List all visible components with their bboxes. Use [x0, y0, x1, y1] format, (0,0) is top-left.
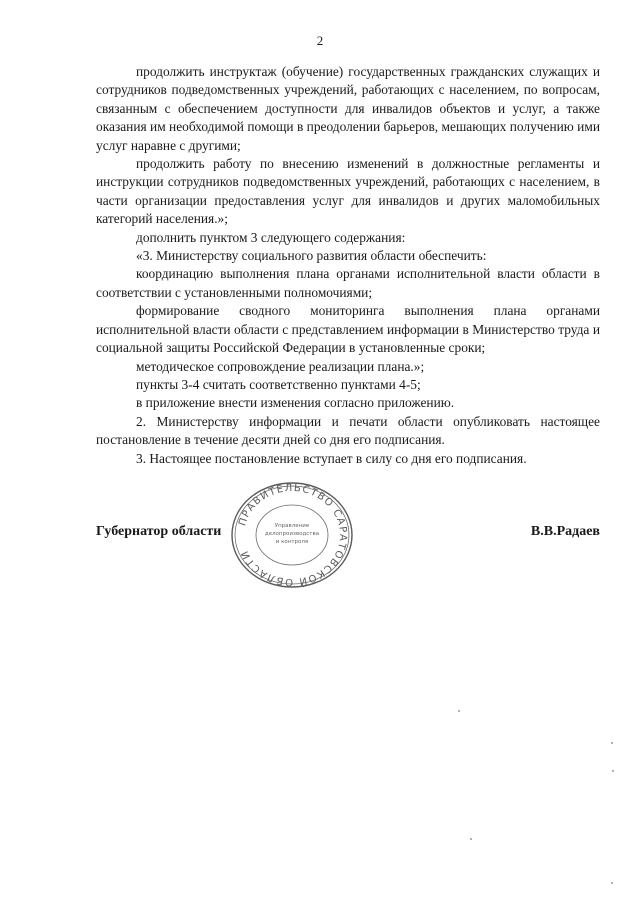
- seal-center-line-2: делопроизводства: [264, 531, 320, 537]
- scan-speck: [470, 838, 472, 840]
- paragraph-appendix: в приложение внести изменения согласно приложению.: [136, 395, 455, 411]
- paragraph-coordination: координацию выполнения плана органами исполнительной власти области в соответствии с установленными полномочиями;: [96, 266, 600, 300]
- paragraph-renumber: пункты 3-4 считать соответственно пунктами 4-5;: [136, 376, 421, 392]
- paragraph-regulations: продолжить работу по внесению изменений в должностные регламенты и инструкции сотрудников подведомственных учреждений, работающих с населением, в части организации предоставления услуг для инвалидов и других маломобильных категорий населения.»;: [96, 156, 600, 227]
- document-body: [96, 63, 600, 468]
- scan-speck: [611, 882, 613, 884]
- seal-ring-text: ПРАВИТЕЛЬСТВО САРАТОВСКОЙ ОБЛАСТИ: [237, 482, 349, 588]
- paragraph-effective: 3. Настоящее постановление вступает в силу со дня его подписания.: [136, 450, 527, 466]
- scan-speck: [612, 770, 614, 772]
- paragraph-training: продолжить инструктаж (обучение) государственных гражданских служащих и сотрудников подведомственных учреждений, работающих с населением, по вопросам, связанным с обеспечением доступности для инвалидов объектов и услуг, а также оказания им необходимой помощи в преодолении барьеров, мешающих получению ими услуг наравне с другими;: [96, 64, 600, 153]
- paragraph-monitoring: формирование сводного мониторинга выполнения плана органами исполнительной власти области с представлением информации в Министерство труда и социальной защиты Российской Федерации в установленные сроки;: [96, 303, 600, 356]
- official-seal: [222, 480, 362, 590]
- seal-center-line-1: Управление: [274, 523, 310, 529]
- paragraph-methodical: методическое сопровождение реализации плана.»;: [136, 358, 425, 374]
- paragraph-ministry-social: «3. Министерству социального развития области обеспечить:: [136, 248, 487, 264]
- paragraph-add-item-3: дополнить пунктом 3 следующего содержания:: [136, 229, 406, 245]
- page-number: 2: [316, 33, 324, 48]
- paragraph-publish: 2. Министерству информации и печати области опубликовать настоящее постановление в течение десяти дней со дня его подписания.: [96, 413, 600, 448]
- signatory-title: Губернатор области: [96, 524, 222, 539]
- scan-speck: [611, 742, 613, 744]
- signatory-name: В.В.Радаев: [530, 524, 600, 539]
- seal-center-line-3: и контроля: [275, 539, 309, 545]
- scan-speck: [458, 710, 460, 712]
